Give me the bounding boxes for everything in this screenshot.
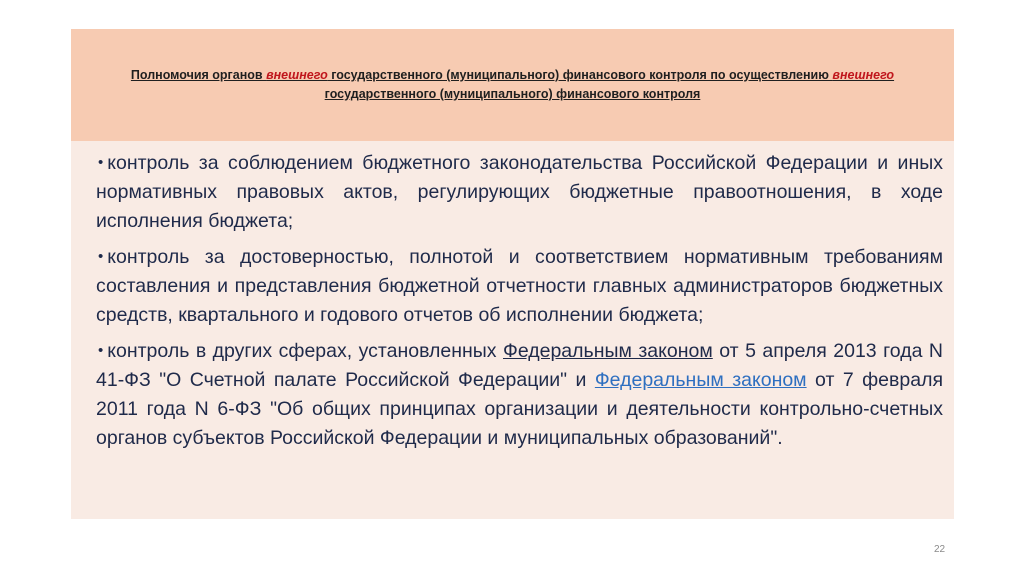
bullet-text-b: от 5 апреля 2013 года N 41-ФЗ "О Счетной палате Российской Федерации" и xyxy=(96,340,943,391)
bullet-icon: • xyxy=(98,342,104,359)
bullet-list xyxy=(96,148,943,459)
title-part-1: Полномочия органов xyxy=(130,68,267,82)
bullet-icon: • xyxy=(98,154,104,171)
bullet-item-budget-control xyxy=(96,148,943,236)
bullet-icon: • xyxy=(98,248,104,265)
page-number: 22 xyxy=(934,544,946,555)
title-part-3: государственного (муниципального) финансового контроля xyxy=(324,87,701,101)
bullet-text: контроль за соблюдением бюджетного законодательства Российской Федерации и иных нормативных правовых актов, регулирующих бюджетные правоотношения, в ходе исполнения бюджета; xyxy=(96,152,943,232)
content-panel xyxy=(71,141,954,519)
title-banner xyxy=(71,29,954,141)
bullet-text: контроль за достоверностью, полнотой и соответствием нормативным требованиям составления и представления бюджетной отчетности главных администраторов бюджетных средств, квартального и годового отчетов об исполнении бюджета; xyxy=(96,246,943,326)
slide-title xyxy=(83,66,943,104)
title-highlight-1: внешнего xyxy=(266,68,328,82)
federal-law-link-2[interactable]: Федеральным законом xyxy=(594,369,807,391)
title-highlight-2: внешнего xyxy=(832,68,895,82)
title-part-2: государственного (муниципального) финансового контроля по осуществлению xyxy=(327,68,833,82)
bullet-item-reporting-control xyxy=(96,242,943,330)
federal-law-link-1[interactable]: Федеральным законом xyxy=(503,340,713,362)
bullet-text-c: от 7 февраля 2011 года N 6-ФЗ "Об общих принципах организации и деятельности контрольно-счетных органов субъектов Российской Федерации и муниципальных образований". xyxy=(96,369,944,449)
bullet-item-other-control xyxy=(96,336,943,453)
bullet-text-a: контроль в других сферах, установленных xyxy=(107,340,503,362)
